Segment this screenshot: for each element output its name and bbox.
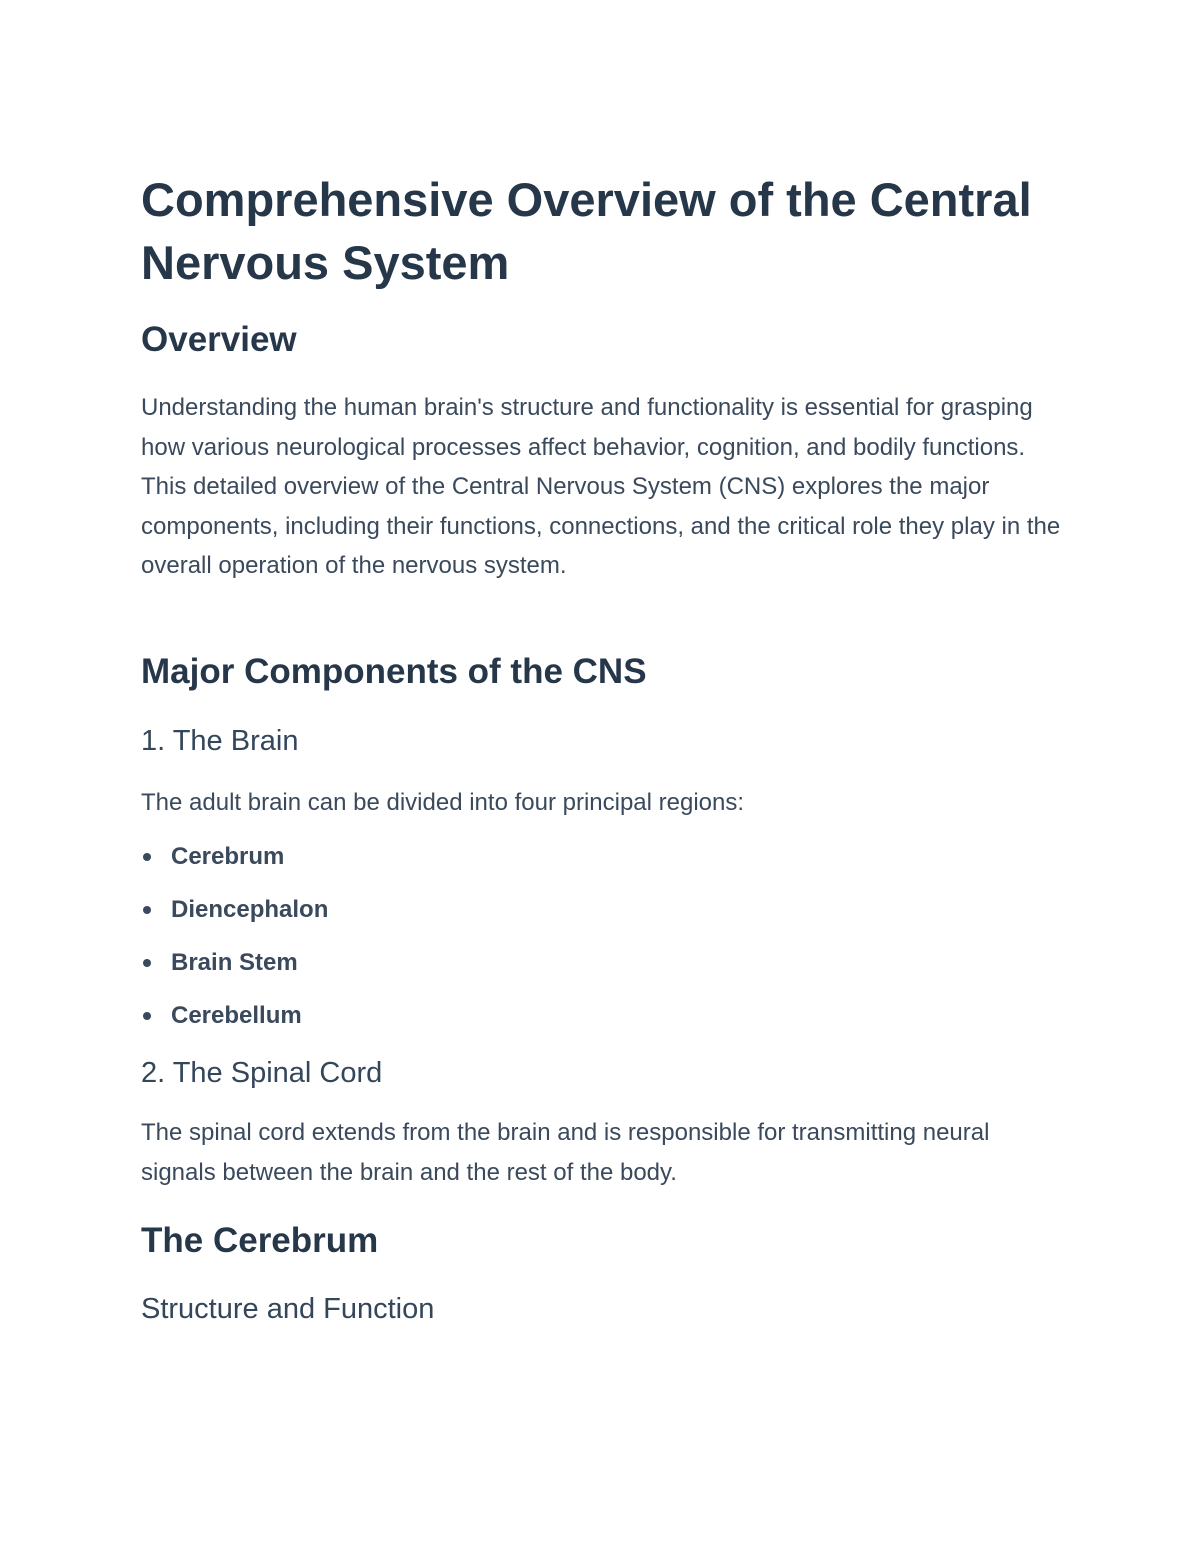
- brain-regions-list: [141, 837, 328, 1049]
- cerebrum-heading: The Cerebrum: [141, 1221, 379, 1260]
- list-item: [141, 837, 328, 890]
- bullet-icon: [143, 906, 151, 914]
- spinal-cord-paragraph: The spinal cord extends from the brain and is responsible for transmitting neural signals between the brain and the rest of the body.: [141, 1119, 990, 1186]
- major-components-heading: Major Components of the CNS: [141, 652, 647, 691]
- document-title: Comprehensive Overview of the Central Nervous System: [141, 173, 1032, 289]
- list-item-label: Diencephalon: [171, 896, 329, 923]
- spinal-cord-subheading: 2. The Spinal Cord: [141, 1057, 383, 1089]
- bullet-icon: [143, 853, 151, 861]
- list-item: [141, 996, 328, 1049]
- overview-heading: Overview: [141, 320, 297, 359]
- bullet-icon: [143, 1012, 151, 1020]
- list-item: [141, 943, 328, 996]
- structure-function-subheading: Structure and Function: [141, 1293, 435, 1325]
- bullet-icon: [143, 959, 151, 967]
- list-item-label: Brain Stem: [171, 949, 298, 976]
- overview-paragraph: Understanding the human brain's structure and functionality is essential for grasping how various neurological processes affect behavior, cognition, and bodily functions. This detailed overview of the Central Nervous System (CNS) explores the major components, including their functions, connections, and the critical role they play in the overall operation of the nervous system.: [141, 394, 1061, 579]
- list-item-label: Cerebrum: [171, 843, 285, 870]
- list-item: [141, 890, 328, 943]
- brain-intro-text: The adult brain can be divided into four principal regions:: [141, 789, 745, 816]
- brain-subheading: 1. The Brain: [141, 725, 299, 757]
- list-item-label: Cerebellum: [171, 1002, 302, 1029]
